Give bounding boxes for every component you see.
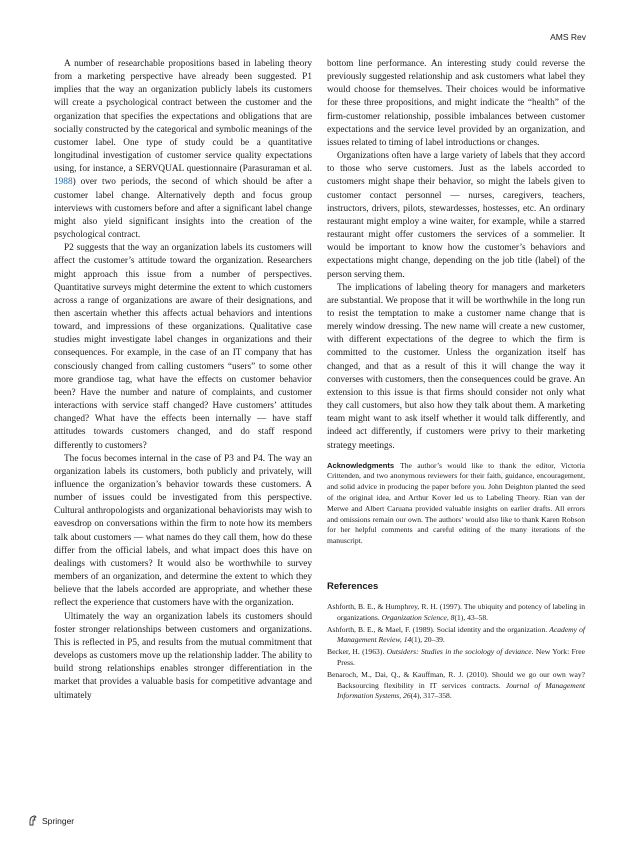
paragraph [54, 58, 312, 242]
reference-journal: Organization Science, 8 [381, 612, 455, 622]
paragraph: P2 suggests that the way an organization labels its customers will affect the customer’s attitude toward the organization. Researchers might approach this issue from a number of perspectives. Quantitative surveys might determine the extent to which customers across a range of organizations are aware of their designations, and then ascertain whether this affects actual behaviors and intentions toward, and impressions of these organizations. Qualitative case studies might investigate label changes in organizations and their consequences. For example, in the case of an IT company that has consciously changed from calling customers “users” to some other more grandiose tag, what have the effects on customer behavior been? Have the number and nature of complaints, and customer interactions with service staff changed? Have customers’ attitudes changed? What have the effects been internally — have staff attitudes towards customers changed, and do staff respond differently to customers? [54, 243, 312, 451]
paragraph: The focus becomes internal in the case of P3 and P4. The way an organization labels its customers, both publicly and privately, will influence the organization’s behavior towards these customers. A number of issues could be investigated from this perspective. Cultural anthropologists and organizational behaviorists may wish to eavesdrop on conversations within the firm to note how its members talk about customers — what names do they call them, how do these differ from the official labels, and what impact does this have on dealings with customers? It would also be worthwhile to survey members of an organization, and determine the extent to which they believe that the labels accorded are appropriate, and whether these reflect the experience that customers have with the organization. [54, 453, 312, 609]
citation-link[interactable]: 1988 [54, 177, 73, 188]
reference-text: Becker, H. (1963). [327, 647, 387, 657]
references-heading: References [327, 581, 379, 593]
reference-item [327, 670, 585, 702]
acknowledgments-text: The author’s would like to thank the editor, Victoria Crittenden, and two anonymous reviewers for their faith, guidance, encouragement, and solid advice in producing the paper before you. John Deighton planted the seed of the original idea, and Arthur Kover led us to Labeling Theory. Rian van der Merwe and Albert Caruana provided valuable insights on earlier drafts. All errors and omissions remain our own. The authors’ would also like to thank Karen Robson for her helpful comments and careful editing of the many iterations of the manuscript. [327, 460, 585, 546]
left-column [54, 58, 312, 703]
reference-journal: Outsiders: Studies in the sociology of deviance [386, 647, 532, 657]
reference-text: Ashforth, B. E., & Humphrey, R. H. (1997). The ubiquity and potency of labeling in organizations. [327, 602, 585, 622]
reference-journal: Academy of Management Review, 14 [337, 624, 585, 645]
paragraph: The implications of labeling theory for managers and marketers are substantial. We propose that it will be worthwhile in the long run to resist the temptation to make a customer name change that is merely window dressing. The new name will create a new customer, with different expectations of the degree to which the firm is committed to the customer. Unless the organization itself has changed, and that as a result of this it will change the way it converses with customers, then the consequences could be grave. An extension to this issue is that firms should consider not only what they call customers, but also how they talk about them. A marketing team might want to ask itself whether it would talk differently, and indeed act differently, if customers were privy to their marketing strategy meetings. [327, 282, 585, 451]
acknowledgments [327, 461, 585, 547]
paragraph: bottom line performance. An interesting study could reverse the previously suggested relationship and ask customers what label they would choose for themselves. Their choices would be informative for these three propositions, and might indicate the “health” of the firm-customer relationship, possible imbalances between customer expectations and the service level provided by an organization, and issues related to timing of label introductions or changes. [327, 59, 585, 148]
reference-text: Ashforth, B. E., & Mael, F. (1989). Social identity and the organization. [327, 624, 550, 634]
reference-item [327, 602, 585, 624]
springer-horse-icon [28, 815, 38, 826]
journal-header: AMS Rev [550, 32, 586, 42]
reference-text: . New York: Free Press. [337, 647, 585, 668]
reference-text: (4), 317–358. [410, 691, 452, 701]
reference-item [327, 625, 585, 647]
paragraph-text: A number of researchable propositions based in labeling theory from a marketing perspective have already been suggested. P1 implies that the way an organization publicly labels its customers will create a psychological contract between the customer and the organization that specifies the expectations and obligations that are socially constructed by the categorical and symbolic meanings of the customer label. One type of study could be a quantitative longitudinal investigation of customer service quality expectations using, for instance, a SERVQUAL questionnaire (Parasuraman et al. [54, 59, 312, 175]
publisher-name: Springer [42, 815, 75, 826]
paragraph: Ultimately the way an organization labels its customers should foster stronger relationships between customers and organizations. This is reflected in P5, and results from the mutual commitment that develops as customers move up the relationship ladder. The ability to build strong relationships enables stronger differentiation in the market that provides a valuable basis for competitive advantage and ultimately [54, 611, 312, 701]
acknowledgments-label: Acknowledgments [327, 460, 395, 470]
reference-text: Benaroch, M., Dai, Q., & Kauffman, R. J. (2010). Should we go our own way? Backsourcing flexibility in IT services contracts. [327, 669, 585, 690]
paragraph: Organizations often have a large variety of labels that they accord to those who serve customers. Just as the labels accorded to customers might shape their behavior, so might the labels given to customer contact personnel — nurses, caregivers, teachers, instructors, drivers, pilots, stewardesses, hostesses, etc. An ordinary restaurant might employ a wine waiter, for example, while a starred restaurant might offer customers the services of a sommelier. It would be important to know how the customer’s behaviors and expectations might change, depending on the job title (label) of the person serving them. [327, 151, 585, 280]
reference-item [327, 647, 585, 669]
right-column [327, 58, 585, 703]
paragraph-text: ) over two periods, the second of which should be after a customer label change. Alternatively depth and focus group interviews with customers before and after a significant label change might also yield significant insights into the creation of the psychological contract. [54, 177, 312, 241]
page-footer [28, 815, 74, 826]
reference-text: (1), 43–58. [454, 612, 489, 622]
reference-text: (1), 20–39. [411, 635, 445, 645]
reference-journal: Journal of Management Information Systems, 26 [337, 680, 585, 701]
